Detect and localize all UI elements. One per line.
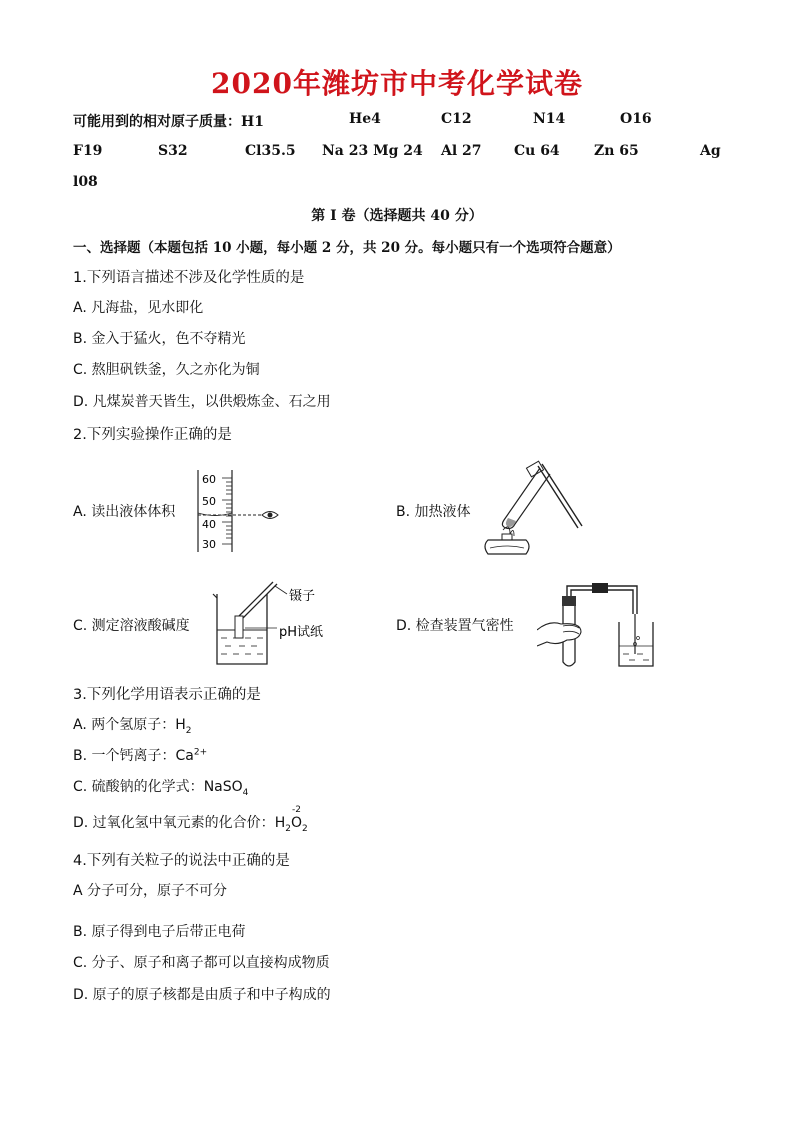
- question-3-stem: 3.下列化学用语表示正确的是: [73, 687, 261, 703]
- question-2-option-d: D. 检查装置气密性: [396, 618, 514, 634]
- question-2-stem: 2.下列实验操作正确的是: [73, 427, 232, 443]
- question-4-option-a: A 分子可分，原子不可分: [73, 883, 228, 899]
- question-4-stem: 4.下列有关粒子的说法中正确的是: [73, 853, 290, 869]
- heating-liquid-figure: [470, 460, 585, 560]
- atomic-mass-c: C12: [441, 111, 472, 127]
- question-4-option-b: B. 原子得到电子后带正电荷: [73, 924, 246, 940]
- eye-icon: [262, 512, 278, 519]
- atomic-mass-n: N14: [533, 111, 566, 127]
- cylinder-tick-60: 60: [202, 473, 216, 486]
- atomic-mass-ag: Ag: [700, 143, 721, 159]
- ph-paper-label: pH试纸: [279, 625, 324, 640]
- question-4-option-d: D. 原子的原子核都是由质子和中子构成的: [73, 987, 331, 1003]
- section-heading: 第 I 卷（选择题共 40 分）: [311, 208, 483, 224]
- graduated-cylinder-figure: [190, 466, 290, 556]
- page-title: 2020年潍坊市中考化学试卷: [211, 67, 583, 100]
- atomic-mass-s: S32: [158, 143, 188, 159]
- atomic-mass-he: He4: [349, 111, 381, 127]
- question-1-option-b: B. 金入于猛火，色不夺精光: [73, 331, 246, 347]
- question-3-option-d: D. 过氧化氢中氧元素的化合价：$H_2$ -2 $O_2$: [73, 805, 308, 834]
- atomic-mass-cu: Cu 64: [514, 143, 560, 159]
- question-1-stem: 1.下列语言描述不涉及化学性质的是: [73, 270, 305, 286]
- question-3-option-a: A. 两个氢原子：$H_2$: [73, 717, 192, 736]
- cylinder-tick-30: 30: [202, 538, 216, 551]
- cylinder-tick-40: 40: [202, 518, 216, 531]
- ph-test-figure: [205, 578, 345, 670]
- valence-label: -2: [291, 805, 301, 815]
- question-1-option-a: A. 凡海盐，见水即化: [73, 300, 204, 316]
- airtightness-figure: [537, 570, 667, 672]
- atomic-mass-ag-value: l08: [73, 174, 98, 190]
- cylinder-tick-50: 50: [202, 495, 216, 508]
- atomic-mass-cl: Cl35.5: [245, 143, 296, 159]
- atomic-mass-o: O16: [620, 111, 652, 127]
- atomic-mass-al: Al 27: [441, 143, 482, 159]
- atomic-mass-na-mg: Na 23 Mg 24: [322, 143, 423, 159]
- tweezers-label: 镊子: [289, 589, 316, 604]
- question-2-option-b: B. 加热液体: [396, 504, 471, 520]
- question-4-option-c: C. 分子、原子和离子都可以直接构成物质: [73, 955, 330, 971]
- atomic-mass-zn: Zn 65: [594, 143, 639, 159]
- question-3-option-c: C. 硫酸钠的化学式：NaSO$_4$: [73, 779, 249, 798]
- atomic-mass-f: F19: [73, 143, 103, 159]
- question-1-option-c: C. 熬胆矾铁釜，久之亦化为铜: [73, 362, 260, 378]
- atomic-mass-intro: 可能用到的相对原子质量：H1: [73, 114, 264, 130]
- question-3-option-b: B. 一个钙离子：$Ca^{2+}$: [73, 747, 208, 764]
- part-heading: 一、选择题（本题包括 10 小题，每小题 2 分，共 20 分。每小题只有一个选项符合题意）: [73, 240, 621, 256]
- question-2-option-c: C. 测定溶液酸碱度: [73, 618, 190, 634]
- question-1-option-d: D. 凡煤炭普天皆生，以供煅炼金、石之用: [73, 394, 331, 410]
- question-2-option-a: A. 读出液体体积: [73, 504, 176, 520]
